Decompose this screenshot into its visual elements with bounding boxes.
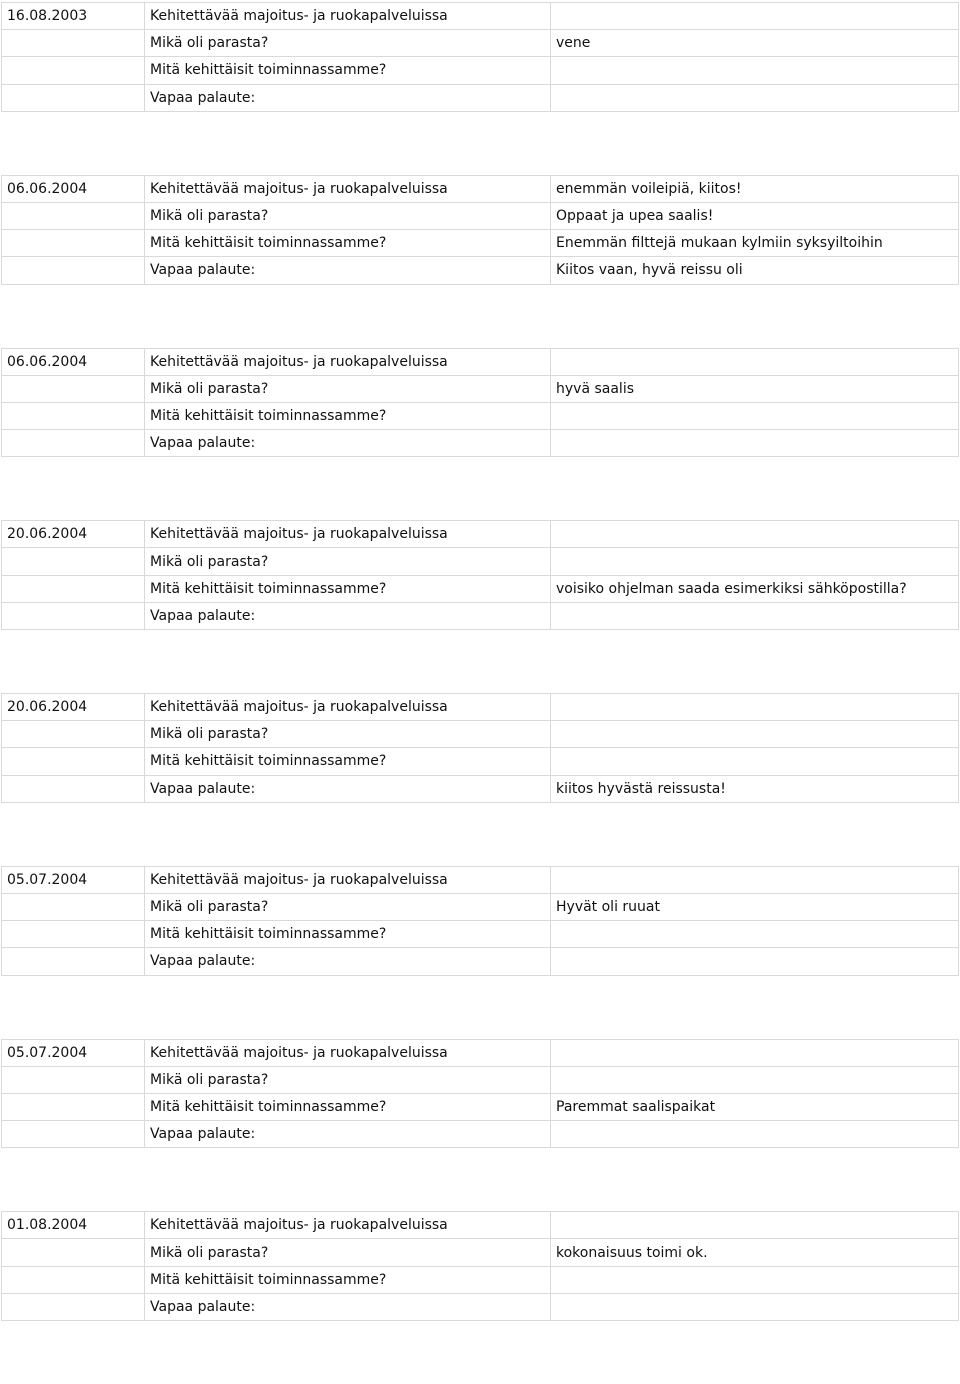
feedback-row bbox=[2, 775, 959, 802]
category-label: Kehitettävää majoitus- ja ruokapalveluissa bbox=[145, 3, 551, 30]
feedback-entry bbox=[1, 1211, 959, 1321]
best-answer bbox=[551, 1066, 959, 1093]
feedback-list bbox=[1, 2, 959, 1384]
free-feedback-label: Vapaa palaute: bbox=[145, 257, 551, 284]
improve-answer: Paremmat saalispaikat bbox=[551, 1093, 959, 1120]
date-cell-empty bbox=[2, 748, 145, 775]
date-cell-empty bbox=[2, 402, 145, 429]
category-answer bbox=[551, 521, 959, 548]
feedback-entry bbox=[1, 175, 959, 285]
feedback-row bbox=[2, 1093, 959, 1120]
category-label: Kehitettävää majoitus- ja ruokapalveluissa bbox=[145, 866, 551, 893]
feedback-row bbox=[2, 57, 959, 84]
improve-label: Mitä kehittäisit toiminnassamme? bbox=[145, 230, 551, 257]
date-cell-empty bbox=[2, 257, 145, 284]
entry-date: 01.08.2004 bbox=[2, 1212, 145, 1239]
date-cell-empty bbox=[2, 202, 145, 229]
improve-label: Mitä kehittäisit toiminnassamme? bbox=[145, 1093, 551, 1120]
category-label: Kehitettävää majoitus- ja ruokapalveluissa bbox=[145, 1212, 551, 1239]
category-answer bbox=[551, 3, 959, 30]
best-answer bbox=[551, 721, 959, 748]
feedback-row bbox=[2, 1066, 959, 1093]
category-answer bbox=[551, 694, 959, 721]
improve-label: Mitä kehittäisit toiminnassamme? bbox=[145, 402, 551, 429]
feedback-row bbox=[2, 202, 959, 229]
free-feedback-label: Vapaa palaute: bbox=[145, 84, 551, 111]
free-feedback-label: Vapaa palaute: bbox=[145, 1293, 551, 1320]
best-label: Mikä oli parasta? bbox=[145, 1066, 551, 1093]
feedback-row bbox=[2, 1212, 959, 1239]
category-answer bbox=[551, 1212, 959, 1239]
date-cell-empty bbox=[2, 1121, 145, 1148]
best-label: Mikä oli parasta? bbox=[145, 202, 551, 229]
date-cell-empty bbox=[2, 721, 145, 748]
best-answer bbox=[551, 548, 959, 575]
improve-label: Mitä kehittäisit toiminnassamme? bbox=[145, 748, 551, 775]
date-cell-empty bbox=[2, 893, 145, 920]
best-answer: kokonaisuus toimi ok. bbox=[551, 1239, 959, 1266]
category-label: Kehitettävää majoitus- ja ruokapalveluissa bbox=[145, 348, 551, 375]
date-cell-empty bbox=[2, 30, 145, 57]
improve-answer: Enemmän filttejä mukaan kylmiin syksyiltoihin bbox=[551, 230, 959, 257]
feedback-row bbox=[2, 402, 959, 429]
date-cell-empty bbox=[2, 575, 145, 602]
best-answer: hyvä saalis bbox=[551, 375, 959, 402]
best-label: Mikä oli parasta? bbox=[145, 1239, 551, 1266]
improve-label: Mitä kehittäisit toiminnassamme? bbox=[145, 57, 551, 84]
free-feedback-answer bbox=[551, 1293, 959, 1320]
feedback-row bbox=[2, 1039, 959, 1066]
feedback-entry bbox=[1, 693, 959, 803]
category-answer bbox=[551, 1039, 959, 1066]
feedback-entry bbox=[1, 520, 959, 630]
entry-date: 05.07.2004 bbox=[2, 1039, 145, 1066]
date-cell-empty bbox=[2, 921, 145, 948]
date-cell-empty bbox=[2, 775, 145, 802]
feedback-entry bbox=[1, 866, 959, 976]
feedback-row bbox=[2, 921, 959, 948]
feedback-row bbox=[2, 866, 959, 893]
entry-date: 06.06.2004 bbox=[2, 348, 145, 375]
free-feedback-label: Vapaa palaute: bbox=[145, 948, 551, 975]
date-cell-empty bbox=[2, 1239, 145, 1266]
date-cell-empty bbox=[2, 1266, 145, 1293]
date-cell-empty bbox=[2, 57, 145, 84]
feedback-row bbox=[2, 348, 959, 375]
date-cell-empty bbox=[2, 548, 145, 575]
date-cell-empty bbox=[2, 602, 145, 629]
feedback-row bbox=[2, 375, 959, 402]
category-answer: enemmän voileipiä, kiitos! bbox=[551, 175, 959, 202]
entry-date: 20.06.2004 bbox=[2, 694, 145, 721]
category-label: Kehitettävää majoitus- ja ruokapalveluissa bbox=[145, 521, 551, 548]
feedback-row bbox=[2, 548, 959, 575]
feedback-row bbox=[2, 694, 959, 721]
feedback-entry bbox=[1, 348, 959, 458]
feedback-row bbox=[2, 521, 959, 548]
best-label: Mikä oli parasta? bbox=[145, 375, 551, 402]
free-feedback-answer bbox=[551, 430, 959, 457]
date-cell-empty bbox=[2, 84, 145, 111]
feedback-row bbox=[2, 893, 959, 920]
improve-answer bbox=[551, 402, 959, 429]
free-feedback-label: Vapaa palaute: bbox=[145, 775, 551, 802]
best-label: Mikä oli parasta? bbox=[145, 721, 551, 748]
best-label: Mikä oli parasta? bbox=[145, 548, 551, 575]
feedback-row bbox=[2, 1266, 959, 1293]
free-feedback-answer bbox=[551, 84, 959, 111]
free-feedback-answer: kiitos hyvästä reissusta! bbox=[551, 775, 959, 802]
category-answer bbox=[551, 866, 959, 893]
feedback-row bbox=[2, 748, 959, 775]
date-cell-empty bbox=[2, 375, 145, 402]
entry-date: 16.08.2003 bbox=[2, 3, 145, 30]
improve-label: Mitä kehittäisit toiminnassamme? bbox=[145, 921, 551, 948]
feedback-row bbox=[2, 30, 959, 57]
free-feedback-label: Vapaa palaute: bbox=[145, 430, 551, 457]
category-label: Kehitettävää majoitus- ja ruokapalveluissa bbox=[145, 694, 551, 721]
best-answer: vene bbox=[551, 30, 959, 57]
feedback-entry bbox=[1, 1039, 959, 1149]
feedback-row bbox=[2, 84, 959, 111]
date-cell-empty bbox=[2, 948, 145, 975]
improve-label: Mitä kehittäisit toiminnassamme? bbox=[145, 575, 551, 602]
feedback-entry bbox=[1, 2, 959, 112]
improve-answer bbox=[551, 748, 959, 775]
free-feedback-answer: Kiitos vaan, hyvä reissu oli bbox=[551, 257, 959, 284]
feedback-row bbox=[2, 1239, 959, 1266]
category-label: Kehitettävää majoitus- ja ruokapalveluissa bbox=[145, 1039, 551, 1066]
feedback-row bbox=[2, 602, 959, 629]
entry-date: 06.06.2004 bbox=[2, 175, 145, 202]
improve-answer bbox=[551, 1266, 959, 1293]
feedback-row bbox=[2, 230, 959, 257]
best-answer: Hyvät oli ruuat bbox=[551, 893, 959, 920]
date-cell-empty bbox=[2, 430, 145, 457]
entry-date: 20.06.2004 bbox=[2, 521, 145, 548]
date-cell-empty bbox=[2, 230, 145, 257]
free-feedback-answer bbox=[551, 602, 959, 629]
feedback-row bbox=[2, 3, 959, 30]
feedback-row bbox=[2, 948, 959, 975]
improve-answer bbox=[551, 921, 959, 948]
free-feedback-answer bbox=[551, 1121, 959, 1148]
date-cell-empty bbox=[2, 1293, 145, 1320]
feedback-row bbox=[2, 430, 959, 457]
feedback-row bbox=[2, 721, 959, 748]
free-feedback-label: Vapaa palaute: bbox=[145, 602, 551, 629]
best-answer: Oppaat ja upea saalis! bbox=[551, 202, 959, 229]
improve-answer bbox=[551, 57, 959, 84]
entry-date: 05.07.2004 bbox=[2, 866, 145, 893]
free-feedback-label: Vapaa palaute: bbox=[145, 1121, 551, 1148]
category-label: Kehitettävää majoitus- ja ruokapalveluissa bbox=[145, 175, 551, 202]
date-cell-empty bbox=[2, 1066, 145, 1093]
improve-answer: voisiko ohjelman saada esimerkiksi sähköpostilla? bbox=[551, 575, 959, 602]
improve-label: Mitä kehittäisit toiminnassamme? bbox=[145, 1266, 551, 1293]
feedback-row bbox=[2, 175, 959, 202]
feedback-row bbox=[2, 575, 959, 602]
category-answer bbox=[551, 348, 959, 375]
feedback-row bbox=[2, 257, 959, 284]
best-label: Mikä oli parasta? bbox=[145, 30, 551, 57]
free-feedback-answer bbox=[551, 948, 959, 975]
feedback-row bbox=[2, 1293, 959, 1320]
date-cell-empty bbox=[2, 1093, 145, 1120]
feedback-row bbox=[2, 1121, 959, 1148]
best-label: Mikä oli parasta? bbox=[145, 893, 551, 920]
